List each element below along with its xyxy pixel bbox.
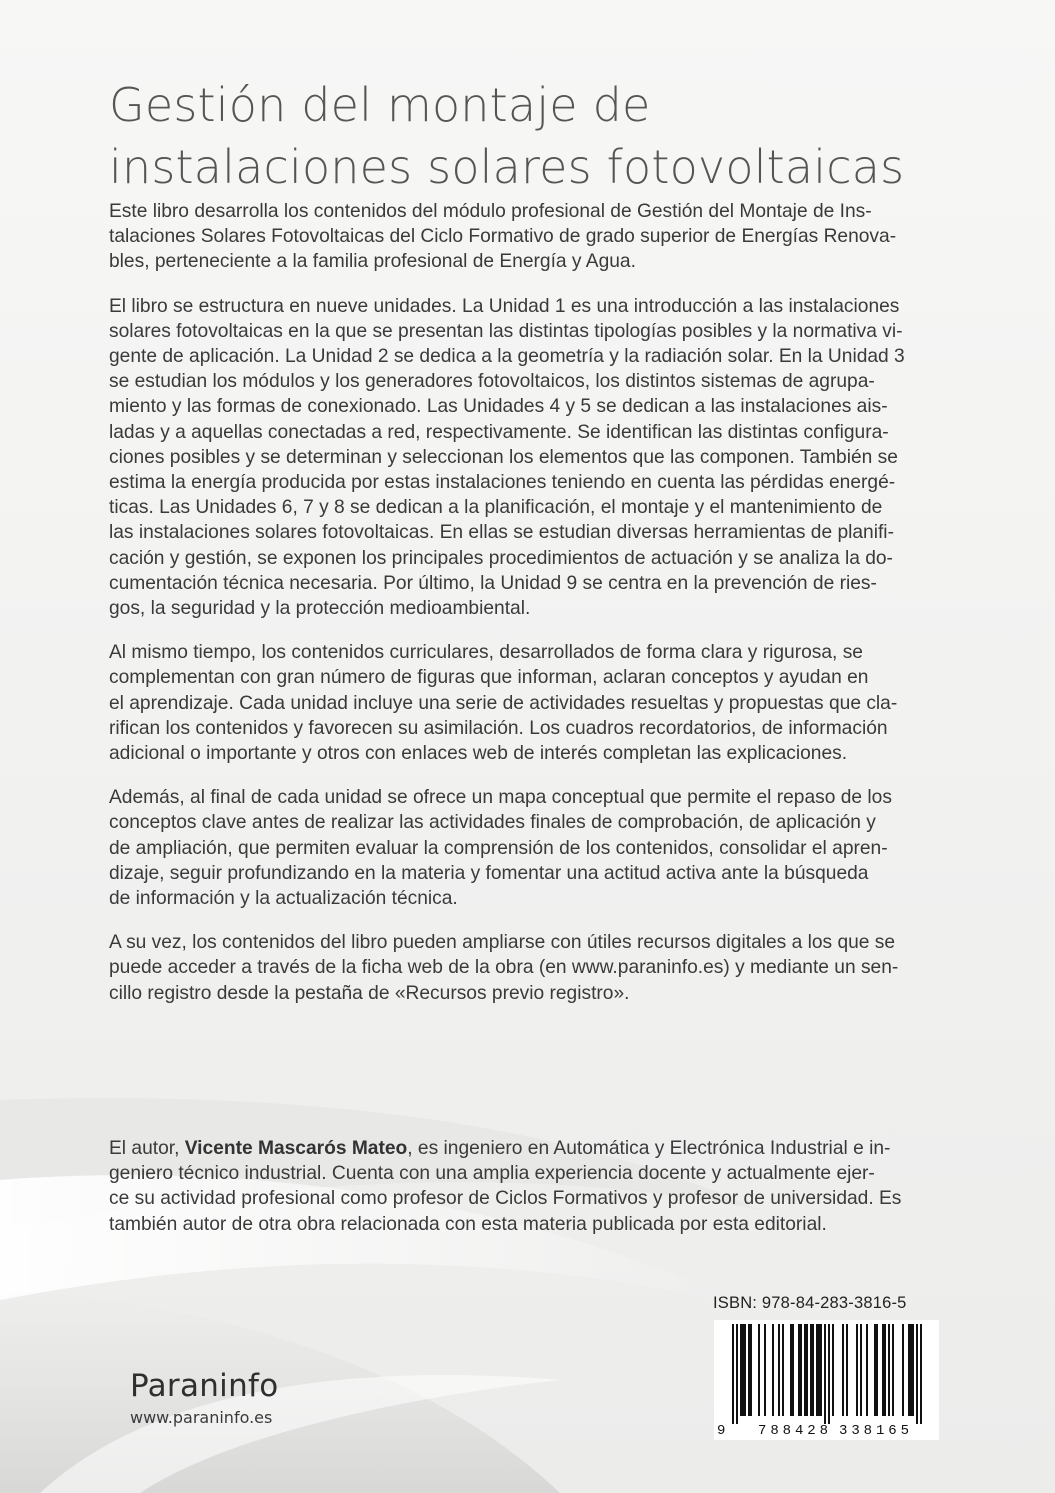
barcode-bar xyxy=(866,1324,868,1416)
barcode-bar xyxy=(888,1324,890,1416)
barcode-bar xyxy=(842,1324,844,1416)
barcode-bar xyxy=(778,1324,780,1416)
barcode-bar xyxy=(812,1324,814,1416)
barcode-bar xyxy=(816,1324,818,1416)
barcode-bars xyxy=(732,1324,922,1424)
barcode-bar xyxy=(732,1324,734,1424)
author-name: Vicente Mascarós Mateo xyxy=(184,1138,408,1159)
barcode-graphic xyxy=(714,1320,939,1440)
description-paragraph: Además, al final de cada unidad se ofrece un mapa conceptual que permite el repaso de los conceptos clave antes de realizar las actividades finales de comprobación, de aplicación y de ampliación, que permiten evaluar la comprensión de los contenidos, consolidar el apren- dizaje, seguir profundizando en la materia y fomentar una actitud activa ante la búsqueda de información y la actualización técnica. xyxy=(109,787,892,910)
description-paragraph: El libro se estructura en nueve unidades. La Unidad 1 es una introducción a las instalaciones solares fotovoltaicas en la que se presentan las distintas tipologías posibles y la normativa vi- gente de aplicación. La Unidad 2 se dedica a la geometría y la radiación solar. En la Unidad 3 se estudian los módulos y los generadores fotovoltaicos, los distintos sistemas de agrupa- miento y las formas de conexionado. Las Unidades 4 y 5 se dedican a las instalaciones ais- ladas y a aquellas conectadas a red, respectivamente. Se identifican las distintas configura- ciones posibles y se determinan y seleccionan los elementos que las componen. También se estima la energía producida por estas instalaciones teniendo en cuenta las pérdidas energé- ticas. Las Unidades 6, 7 y 8 se dedican a la planificación, el montaje y el mantenimiento de las instalaciones solares fotovoltaicas. En ellas se estudian diversas herramientas de planifi- cación y gestión, se exponen los principales procedimientos de actuación y se analiza la do- cumentación técnica necesaria. Por último, la Unidad 9 se centra en la prevención de ries- gos, la seguridad y la protección medioambiental. xyxy=(109,295,905,620)
barcode-bar xyxy=(744,1324,746,1416)
description-paragraph: A su vez, los contenidos del libro pueden ampliarse con útiles recursos digitales a los que se puede acceder a través de la ficha web de la obra (en www.paraninfo.es) y mediante un sen- cillo registro desde la pestaña de «Recursos previo registro». xyxy=(109,932,899,1004)
barcode-digits-right: 338165 xyxy=(839,1423,909,1439)
barcode-bar xyxy=(908,1324,910,1416)
barcode-bar xyxy=(792,1324,794,1416)
author-bio-prefix: El autor, xyxy=(109,1138,185,1159)
barcode-digits-left: 788428 xyxy=(758,1423,828,1439)
barcode-bar xyxy=(910,1324,912,1416)
publisher-url: www.paraninfo.es xyxy=(130,1408,273,1427)
barcode-bar xyxy=(860,1324,862,1416)
barcode-bar xyxy=(916,1324,918,1424)
author-bio xyxy=(109,1136,949,1237)
author-bio-text: , es ingeniero en Automática y Electrónica Industrial e in- geniero técnico industrial. Cuenta con una amplia experiencia docente y actualmente ejer- ce su actividad profesional como profesor de Ciclos Formativos y profesor de universidad. Es también autor de otra obra relacionada con esta materia publicada por esta editorial. xyxy=(109,1138,902,1235)
barcode-bar xyxy=(902,1324,904,1416)
barcode-bar xyxy=(800,1324,802,1416)
barcode-bar xyxy=(742,1324,744,1416)
barcode-bar xyxy=(772,1324,774,1416)
isbn-label: ISBN: 978-84-283-3816-5 xyxy=(713,1294,907,1312)
barcode-digit-first: 9 xyxy=(717,1423,726,1439)
barcode-bar xyxy=(804,1324,806,1416)
barcode-bar xyxy=(818,1324,820,1416)
book-title-line-1: Gestión del montaje de xyxy=(109,78,651,132)
barcode-bar xyxy=(912,1324,914,1416)
description-paragraph: Este libro desarrolla los contenidos del módulo profesional de Gestión del Montaje de Ins- talaciones Solares Fotovoltaicas del Ciclo Formativo de grado superior de Energías Renova- bles, perteneciente a la familia profesional de Energía y Agua. xyxy=(109,201,897,273)
barcode-bar xyxy=(892,1324,894,1416)
barcode-bar xyxy=(820,1324,822,1416)
description-paragraph: Al mismo tiempo, los contenidos curriculares, desarrollados de forma clara y rigurosa, se complementan con gran número de figuras que informan, aclaran conceptos y ayudan en el aprendizaje. Cada unidad incluye una serie de actividades resueltas y propuestas que cla- rifican los contenidos y favorecen su asimilación. Los cuadros recordatorios, de información adicional o importante y otros con enlaces web de interés completan las explicaciones. xyxy=(109,642,898,765)
barcode-bar xyxy=(736,1324,738,1424)
barcode xyxy=(714,1320,939,1440)
barcode-bar xyxy=(790,1324,792,1416)
barcode-bar xyxy=(920,1324,922,1424)
publisher-name: Paraninfo xyxy=(130,1368,279,1404)
barcode-bar xyxy=(882,1324,884,1416)
barcode-bar xyxy=(856,1324,858,1416)
barcode-bar xyxy=(874,1324,876,1416)
publisher-logo xyxy=(130,1368,279,1430)
barcode-bar xyxy=(758,1324,760,1416)
barcode-bar xyxy=(884,1324,886,1416)
barcode-bar xyxy=(824,1324,826,1424)
barcode-bar xyxy=(740,1324,742,1416)
book-title xyxy=(109,74,989,198)
barcode-bar xyxy=(846,1324,848,1416)
barcode-bar xyxy=(750,1324,752,1416)
barcode-bar xyxy=(798,1324,800,1416)
description-text xyxy=(109,199,949,1025)
barcode-bar xyxy=(764,1324,766,1416)
book-title-line-2: instalaciones solares fotovoltaicas xyxy=(109,140,905,194)
barcode-bar xyxy=(806,1324,808,1416)
barcode-bar xyxy=(748,1324,750,1416)
barcode-bar xyxy=(782,1324,784,1416)
barcode-bar xyxy=(828,1324,830,1424)
barcode-bar xyxy=(832,1324,834,1416)
barcode-bar xyxy=(810,1324,812,1416)
barcode-bar xyxy=(876,1324,878,1416)
